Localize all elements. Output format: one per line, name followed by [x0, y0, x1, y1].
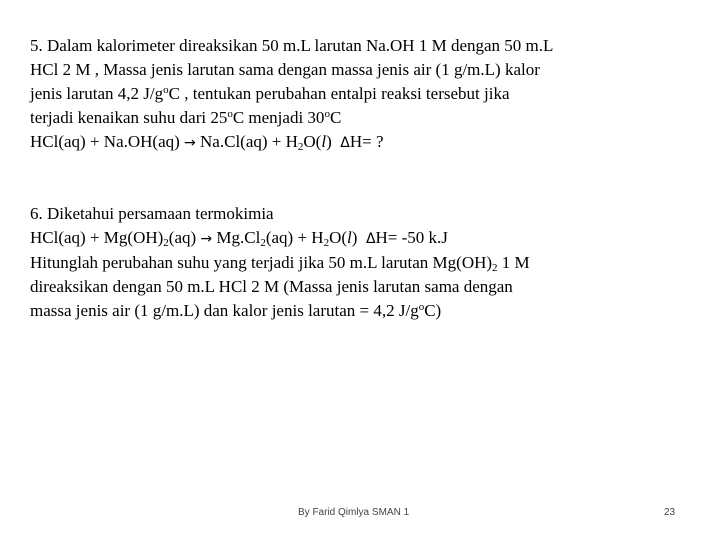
- degree-symbol: o: [227, 108, 233, 120]
- subscript: 2: [260, 237, 266, 249]
- delta-symbol: Δ: [365, 231, 376, 247]
- q6-line-5-text-b: C): [424, 301, 442, 320]
- q5-equation: [30, 130, 670, 155]
- arrow-right-icon: →: [200, 231, 213, 247]
- q6-eq-f: ): [351, 228, 358, 247]
- delta-symbol: Δ: [340, 135, 350, 151]
- page-number: 23: [664, 507, 676, 518]
- q6-eq-c: Mg.Cl: [216, 228, 261, 247]
- q6-line-3: [30, 251, 670, 275]
- q5-enthalpy: H= ?: [349, 132, 384, 151]
- liquid-state-label: l: [321, 132, 327, 151]
- degree-symbol: o: [163, 84, 169, 96]
- q6-equation: [30, 226, 670, 251]
- liquid-state-label: l: [347, 228, 352, 247]
- q6-line-3-text-a: Hitunglah perubahan suhu yang terjadi jika 50 m.L larutan Mg(OH): [30, 253, 493, 272]
- q6-line-5-text-a: massa jenis air (1 g/m.L) dan kalor jenis larutan = 4,2 J/g: [30, 301, 419, 320]
- q6-eq-e: O(: [329, 228, 348, 247]
- q5-line-2: HCl 2 M , Massa jenis larutan sama dengan massa jenis air (1 g/m.L) kalor: [30, 60, 540, 79]
- q5-reactants: HCl(aq) + Na.OH(aq): [30, 132, 180, 151]
- q5-products-b: O(: [303, 132, 322, 151]
- subscript: 2: [323, 237, 330, 249]
- footer-credit: By Farid Qimlya SMAN 1: [298, 507, 410, 518]
- q6-enthalpy: H= -50 k.J: [375, 228, 448, 247]
- q6-line-4: direaksikan dengan 50 m.L HCl 2 M (Massa jenis larutan sama dengan: [30, 277, 513, 296]
- question-6: [30, 202, 670, 323]
- question-5: [30, 34, 670, 155]
- q6-eq-b: (aq): [168, 228, 197, 247]
- q6-eq-d: (aq) + H: [265, 228, 324, 247]
- subscript: 2: [492, 262, 498, 274]
- degree-symbol: o: [324, 108, 330, 120]
- q6-line-3-text-b: 1 M: [501, 253, 530, 272]
- q5-line-4-text-c: C: [329, 108, 342, 127]
- q5-products-c: ): [326, 132, 332, 151]
- q5-line-3-text-b: C , tentukan perubahan entalpi reaksi tersebut jika: [168, 84, 510, 103]
- degree-symbol: o: [418, 301, 425, 313]
- q5-line-3-text-a: jenis larutan 4,2 J/g: [30, 84, 164, 103]
- q5-line-4-text-a: terjadi kenaikan suhu dari 25: [30, 108, 228, 127]
- arrow-right-icon: →: [184, 135, 196, 151]
- q6-line-5: [30, 299, 670, 323]
- q5-products-a: Na.Cl(aq) + H: [200, 132, 298, 151]
- q5-line-1: 5. Dalam kalorimeter direaksikan 50 m.L larutan Na.OH 1 M dengan 50 m.L: [30, 36, 554, 55]
- q5-line-3: [30, 82, 670, 106]
- q6-line-1: 6. Diketahui persamaan termokimia: [30, 204, 274, 223]
- q5-line-4-text-b: C menjadi 30: [232, 108, 325, 127]
- q6-eq-a: HCl(aq) + Mg(OH): [30, 228, 164, 247]
- q5-line-4: [30, 106, 670, 130]
- subscript: 2: [163, 237, 169, 249]
- subscript: 2: [297, 141, 304, 153]
